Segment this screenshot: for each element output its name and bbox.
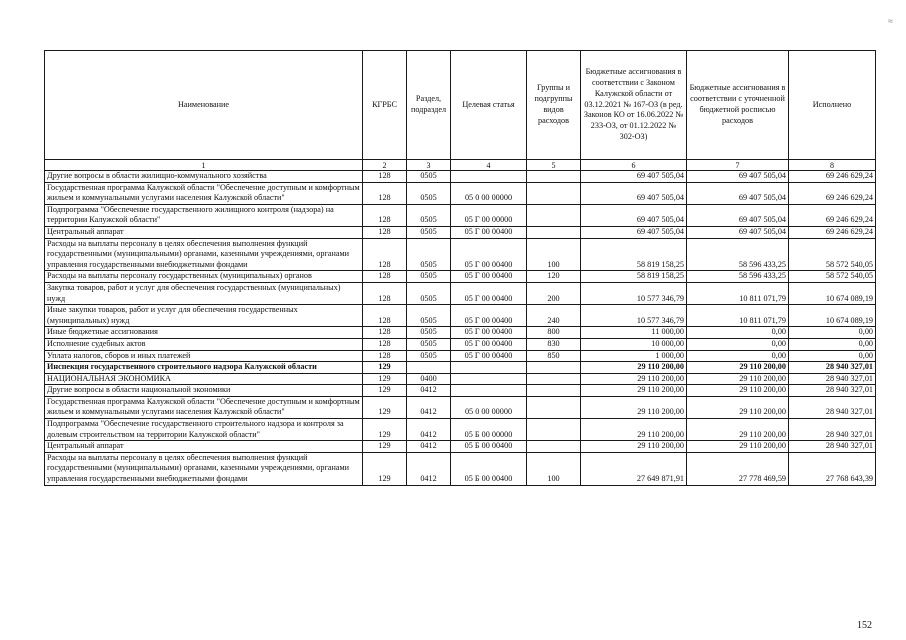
table-row — [45, 452, 876, 485]
table-row — [45, 238, 876, 271]
cell-name: Иные закупки товаров, работ и услуг для обеспечения государственных (муниципальных) нужд — [45, 305, 363, 327]
cell-target: 05 Г 00 00400 — [451, 327, 527, 339]
cell-target: 05 0 00 00000 — [451, 396, 527, 418]
cell-section: 0412 — [407, 396, 451, 418]
cell-group: 830 — [527, 338, 581, 350]
table-row — [45, 385, 876, 397]
cell-group: 100 — [527, 238, 581, 271]
cell-kgrbs: 129 — [363, 441, 407, 453]
cell-law-amount: 69 407 505,04 — [581, 171, 687, 183]
cell-name: Подпрограмма "Обеспечение государственного жилищного контроля (надзора) на территории Калужской области" — [45, 204, 363, 226]
table-row — [45, 441, 876, 453]
cell-section: 0505 — [407, 350, 451, 362]
cell-refined-amount: 58 596 433,25 — [687, 271, 789, 283]
cell-refined-amount: 69 407 505,04 — [687, 226, 789, 238]
cell-refined-amount: 69 407 505,04 — [687, 171, 789, 183]
table-body — [45, 171, 876, 486]
cell-section — [407, 362, 451, 374]
cell-kgrbs: 129 — [363, 452, 407, 485]
cell-group: 850 — [527, 350, 581, 362]
cell-law-amount: 58 819 158,25 — [581, 238, 687, 271]
column-number: 8 — [789, 160, 876, 171]
cell-kgrbs: 128 — [363, 226, 407, 238]
cell-name: Государственная программа Калужской области "Обеспечение доступным и комфортным жильем и коммунальными услугами населения Калужской области" — [45, 182, 363, 204]
cell-section: 0505 — [407, 271, 451, 283]
cell-executed-amount: 0,00 — [789, 327, 876, 339]
cell-name: Расходы на выплаты персоналу в целях обеспечения выполнения функций государственными (муниципальными) органами, казенными учреждениями, органами управления государственными внебюджетными фондами — [45, 238, 363, 271]
cell-group — [527, 204, 581, 226]
table-row — [45, 338, 876, 350]
header-law-assignments: Бюджетные ассигнования в соответствии с Законом Калужской области от 03.12.2021 № 167-ОЗ (в ред. Законов КО от 16.06.2022 № 233-ОЗ, от 01.12.2022 № 302-ОЗ) — [581, 51, 687, 160]
cell-law-amount: 69 407 505,04 — [581, 226, 687, 238]
cell-group — [527, 441, 581, 453]
table-row — [45, 350, 876, 362]
cell-group — [527, 396, 581, 418]
cell-executed-amount: 28 940 327,01 — [789, 362, 876, 374]
cell-law-amount: 29 110 200,00 — [581, 396, 687, 418]
header-group: Группы и подгруппы видов расходов — [527, 51, 581, 160]
cell-refined-amount: 0,00 — [687, 327, 789, 339]
cell-name: Закупка товаров, работ и услуг для обеспечения государственных (муниципальных) нужд — [45, 282, 363, 304]
cell-refined-amount: 69 407 505,04 — [687, 204, 789, 226]
cell-name: Инспекция государственного строительного надзора Калужской области — [45, 362, 363, 374]
corner-mark: ≈ — [888, 16, 893, 26]
cell-law-amount: 11 000,00 — [581, 327, 687, 339]
table-row — [45, 305, 876, 327]
cell-group — [527, 362, 581, 374]
cell-law-amount: 69 407 505,04 — [581, 182, 687, 204]
column-number: 7 — [687, 160, 789, 171]
cell-executed-amount: 69 246 629,24 — [789, 171, 876, 183]
cell-section: 0505 — [407, 204, 451, 226]
cell-law-amount: 10 577 346,79 — [581, 282, 687, 304]
cell-group — [527, 182, 581, 204]
cell-kgrbs: 129 — [363, 419, 407, 441]
cell-target: 05 Б 00 00000 — [451, 419, 527, 441]
cell-target: 05 Б 00 00400 — [451, 452, 527, 485]
cell-section: 0412 — [407, 441, 451, 453]
table-row — [45, 182, 876, 204]
cell-refined-amount: 29 110 200,00 — [687, 385, 789, 397]
header-name: Наименование — [45, 51, 363, 160]
cell-target: 05 Г 00 00400 — [451, 238, 527, 271]
cell-group: 200 — [527, 282, 581, 304]
cell-group — [527, 171, 581, 183]
cell-name: Центральный аппарат — [45, 441, 363, 453]
cell-refined-amount: 29 110 200,00 — [687, 396, 789, 418]
cell-executed-amount: 58 572 540,05 — [789, 238, 876, 271]
cell-group: 100 — [527, 452, 581, 485]
cell-executed-amount: 0,00 — [789, 350, 876, 362]
cell-target — [451, 373, 527, 385]
cell-section: 0412 — [407, 385, 451, 397]
header-target: Целевая статья — [451, 51, 527, 160]
header-refined-assignments: Бюджетные ассигнования в соответствии с уточненной бюджетной росписью расходов — [687, 51, 789, 160]
cell-law-amount: 29 110 200,00 — [581, 385, 687, 397]
cell-kgrbs: 128 — [363, 271, 407, 283]
cell-group — [527, 373, 581, 385]
cell-refined-amount: 29 110 200,00 — [687, 362, 789, 374]
cell-group — [527, 419, 581, 441]
cell-refined-amount: 0,00 — [687, 338, 789, 350]
column-number: 6 — [581, 160, 687, 171]
cell-group: 800 — [527, 327, 581, 339]
cell-law-amount: 27 649 871,91 — [581, 452, 687, 485]
cell-target: 05 Г 00 00400 — [451, 226, 527, 238]
cell-law-amount: 10 577 346,79 — [581, 305, 687, 327]
column-number: 5 — [527, 160, 581, 171]
cell-executed-amount: 27 768 643,39 — [789, 452, 876, 485]
table-row — [45, 226, 876, 238]
table-row — [45, 373, 876, 385]
cell-target: 05 Б 00 00400 — [451, 441, 527, 453]
cell-executed-amount: 28 940 327,01 — [789, 385, 876, 397]
cell-refined-amount: 0,00 — [687, 350, 789, 362]
cell-kgrbs: 128 — [363, 238, 407, 271]
table-row — [45, 282, 876, 304]
cell-kgrbs: 129 — [363, 362, 407, 374]
cell-law-amount: 29 110 200,00 — [581, 373, 687, 385]
budget-execution-table — [44, 50, 876, 486]
cell-refined-amount: 29 110 200,00 — [687, 373, 789, 385]
cell-kgrbs: 128 — [363, 182, 407, 204]
cell-kgrbs: 128 — [363, 338, 407, 350]
cell-section: 0412 — [407, 452, 451, 485]
cell-law-amount: 29 110 200,00 — [581, 362, 687, 374]
cell-group — [527, 385, 581, 397]
cell-executed-amount: 0,00 — [789, 338, 876, 350]
column-number: 3 — [407, 160, 451, 171]
cell-name: Расходы на выплаты персоналу в целях обеспечения выполнения функций государственными (муниципальными) органами, казенными учреждениями, органами управления государственными внебюджетными фондами — [45, 452, 363, 485]
cell-target: 05 Г 00 00400 — [451, 282, 527, 304]
cell-target: 05 Г 00 00400 — [451, 271, 527, 283]
cell-refined-amount: 29 110 200,00 — [687, 419, 789, 441]
cell-target — [451, 171, 527, 183]
header-section: Раздел, подраздел — [407, 51, 451, 160]
table-row — [45, 419, 876, 441]
table-row — [45, 171, 876, 183]
cell-executed-amount: 58 572 540,05 — [789, 271, 876, 283]
cell-refined-amount: 69 407 505,04 — [687, 182, 789, 204]
table-header-row — [45, 51, 876, 160]
cell-name: Другие вопросы в области жилищно-коммунального хозяйства — [45, 171, 363, 183]
cell-group: 120 — [527, 271, 581, 283]
cell-section: 0400 — [407, 373, 451, 385]
cell-name: Исполнение судебных актов — [45, 338, 363, 350]
cell-executed-amount: 69 246 629,24 — [789, 204, 876, 226]
cell-kgrbs: 128 — [363, 350, 407, 362]
cell-law-amount: 58 819 158,25 — [581, 271, 687, 283]
cell-executed-amount: 69 246 629,24 — [789, 182, 876, 204]
table-row — [45, 396, 876, 418]
cell-target: 05 Г 00 00400 — [451, 305, 527, 327]
header-executed: Исполнено — [789, 51, 876, 160]
cell-section: 0505 — [407, 238, 451, 271]
cell-kgrbs: 129 — [363, 373, 407, 385]
page-number: 152 — [857, 620, 872, 631]
cell-name: Подпрограмма "Обеспечение государственного строительного надзора и контроля за долевым строительством на территории Калужской области" — [45, 419, 363, 441]
cell-kgrbs: 128 — [363, 305, 407, 327]
cell-executed-amount: 10 674 089,19 — [789, 305, 876, 327]
cell-section: 0505 — [407, 338, 451, 350]
cell-name: Расходы на выплаты персоналу государственных (муниципальных) органов — [45, 271, 363, 283]
column-number: 1 — [45, 160, 363, 171]
table-row — [45, 327, 876, 339]
cell-refined-amount: 10 811 071,79 — [687, 282, 789, 304]
cell-section: 0505 — [407, 305, 451, 327]
cell-kgrbs: 128 — [363, 327, 407, 339]
cell-target: 05 Г 00 00400 — [451, 350, 527, 362]
cell-group: 240 — [527, 305, 581, 327]
cell-executed-amount: 28 940 327,01 — [789, 373, 876, 385]
column-number-row — [45, 160, 876, 171]
cell-refined-amount: 29 110 200,00 — [687, 441, 789, 453]
cell-group — [527, 226, 581, 238]
cell-section: 0505 — [407, 171, 451, 183]
cell-name: НАЦИОНАЛЬНАЯ ЭКОНОМИКА — [45, 373, 363, 385]
cell-kgrbs: 128 — [363, 282, 407, 304]
cell-name: Другие вопросы в области национальной экономики — [45, 385, 363, 397]
cell-name: Государственная программа Калужской области "Обеспечение доступным и комфортным жильем и коммунальными услугами населения Калужской области" — [45, 396, 363, 418]
cell-law-amount: 29 110 200,00 — [581, 419, 687, 441]
cell-name: Иные бюджетные ассигнования — [45, 327, 363, 339]
table-row — [45, 204, 876, 226]
column-number: 2 — [363, 160, 407, 171]
cell-target: 05 Г 00 00000 — [451, 204, 527, 226]
cell-refined-amount: 10 811 071,79 — [687, 305, 789, 327]
cell-name: Уплата налогов, сборов и иных платежей — [45, 350, 363, 362]
cell-section: 0505 — [407, 327, 451, 339]
cell-kgrbs: 129 — [363, 385, 407, 397]
cell-executed-amount: 10 674 089,19 — [789, 282, 876, 304]
cell-law-amount: 1 000,00 — [581, 350, 687, 362]
cell-refined-amount: 58 596 433,25 — [687, 238, 789, 271]
cell-section: 0505 — [407, 226, 451, 238]
cell-refined-amount: 27 778 469,59 — [687, 452, 789, 485]
column-number: 4 — [451, 160, 527, 171]
cell-kgrbs: 129 — [363, 396, 407, 418]
table-row — [45, 271, 876, 283]
header-kgrbs: КГРБС — [363, 51, 407, 160]
cell-executed-amount: 28 940 327,01 — [789, 441, 876, 453]
cell-executed-amount: 28 940 327,01 — [789, 419, 876, 441]
cell-executed-amount: 28 940 327,01 — [789, 396, 876, 418]
cell-kgrbs: 128 — [363, 171, 407, 183]
cell-executed-amount: 69 246 629,24 — [789, 226, 876, 238]
cell-law-amount: 29 110 200,00 — [581, 441, 687, 453]
cell-section: 0505 — [407, 182, 451, 204]
cell-section: 0505 — [407, 282, 451, 304]
cell-section: 0412 — [407, 419, 451, 441]
cell-law-amount: 10 000,00 — [581, 338, 687, 350]
cell-target: 05 0 00 00000 — [451, 182, 527, 204]
table-row — [45, 362, 876, 374]
cell-name: Центральный аппарат — [45, 226, 363, 238]
cell-law-amount: 69 407 505,04 — [581, 204, 687, 226]
cell-target — [451, 362, 527, 374]
cell-kgrbs: 128 — [363, 204, 407, 226]
cell-target — [451, 385, 527, 397]
cell-target: 05 Г 00 00400 — [451, 338, 527, 350]
